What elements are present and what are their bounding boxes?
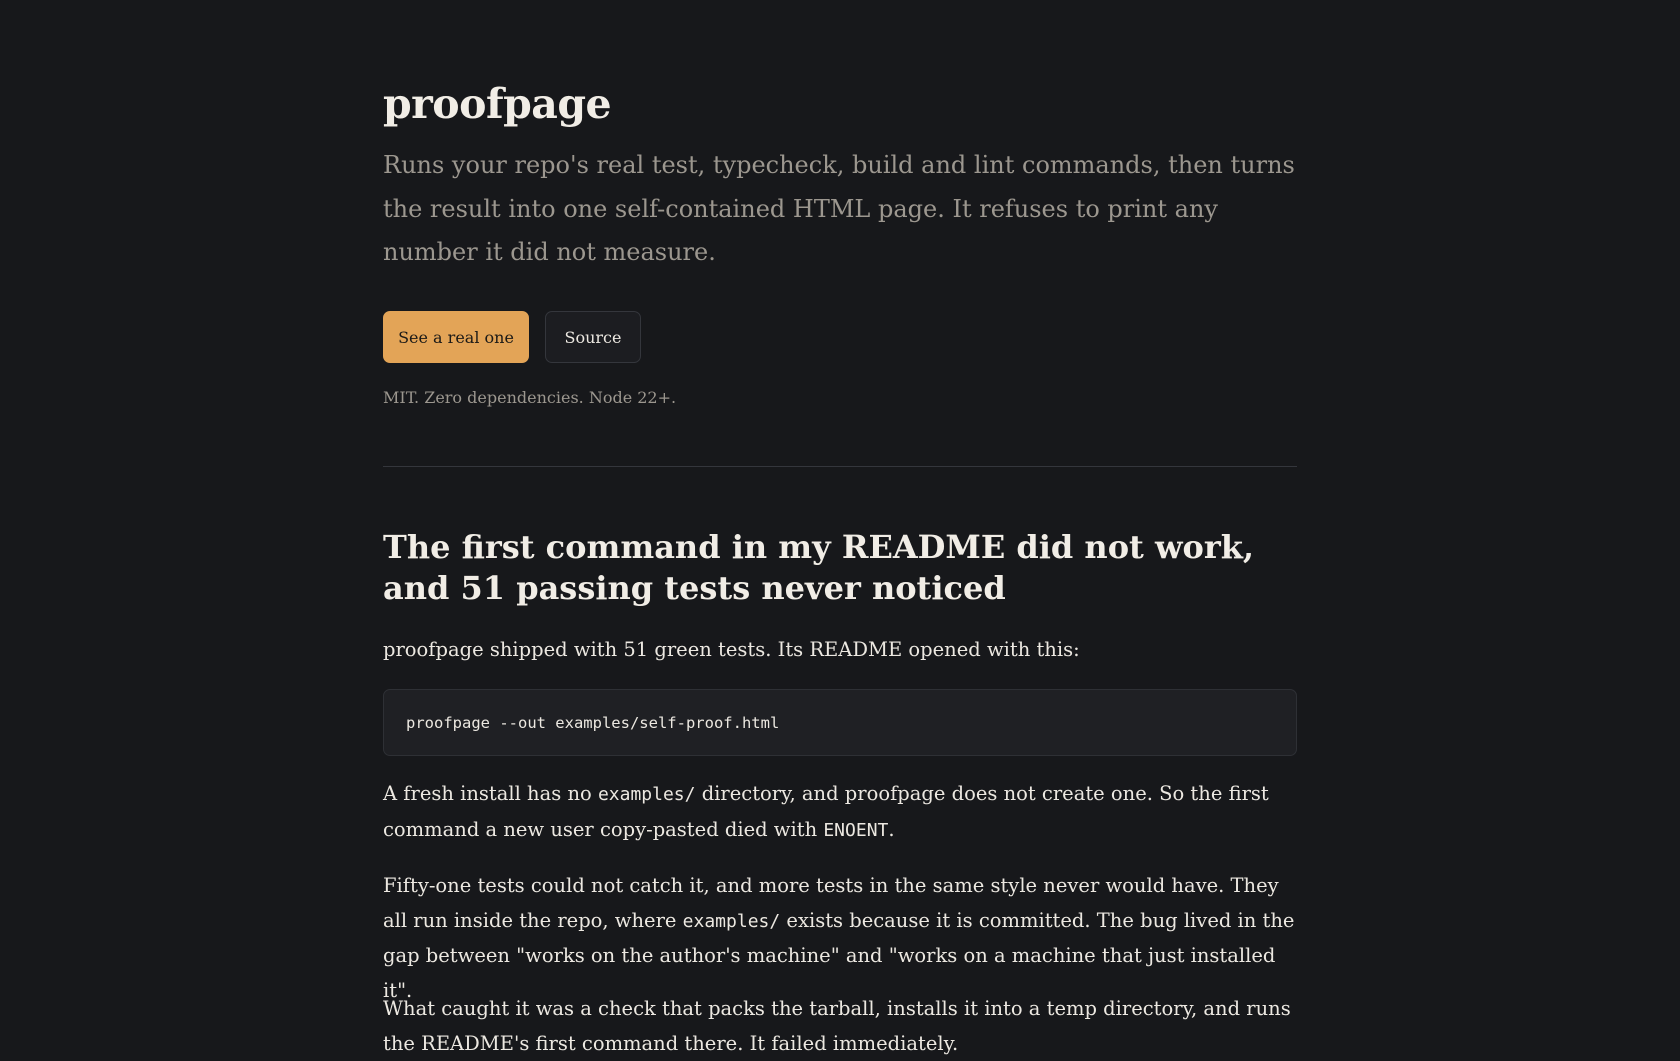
paragraph-text: exists because it is committed. The bug lived in the gap between "works on the author's machine" and "works on a machine that just installed it".	[383, 908, 1295, 1002]
code-command: proofpage --out examples/self-proof.html	[406, 713, 780, 732]
inline-code: examples/	[597, 784, 696, 805]
see-a-real-one-button[interactable]: See a real one	[383, 311, 529, 363]
hero-description: Runs your repo's real test, typecheck, build and lint commands, then turns the result into one self-contained HTML page. It refuses to print any number it did not measure.	[383, 151, 1295, 266]
paragraph-text: .	[888, 817, 895, 841]
source-button[interactable]: Source	[545, 311, 641, 363]
section-divider	[383, 466, 1297, 467]
paragraph-text: A fresh install has no	[383, 782, 598, 805]
article-title: The first command in my README did not work, and 51 passing tests never noticed	[383, 528, 1255, 607]
article-paragraph	[383, 869, 1297, 1008]
code-block[interactable]	[383, 689, 1297, 756]
article-intro: proofpage shipped with 51 green tests. Its README opened with this:	[383, 638, 1080, 661]
article-paragraph	[383, 777, 1297, 848]
paragraph-text: directory, and proofpage does not create one. So the first command a new user copy-pasted died with	[383, 782, 1269, 841]
page-title: proofpage	[383, 80, 612, 128]
paragraph-text: Fifty-one tests could not catch it, and more tests in the same style never would have. They all run inside the repo, where	[383, 874, 1279, 932]
inline-code: examples/	[682, 910, 781, 932]
article-paragraph: What caught it was a check that packs the tarball, installs it into a temp directory, and runs the README's first command there. It failed immediately.	[383, 997, 1291, 1055]
inline-code: ENOENT	[823, 819, 889, 841]
license-note: MIT. Zero dependencies. Node 22+.	[383, 388, 677, 407]
